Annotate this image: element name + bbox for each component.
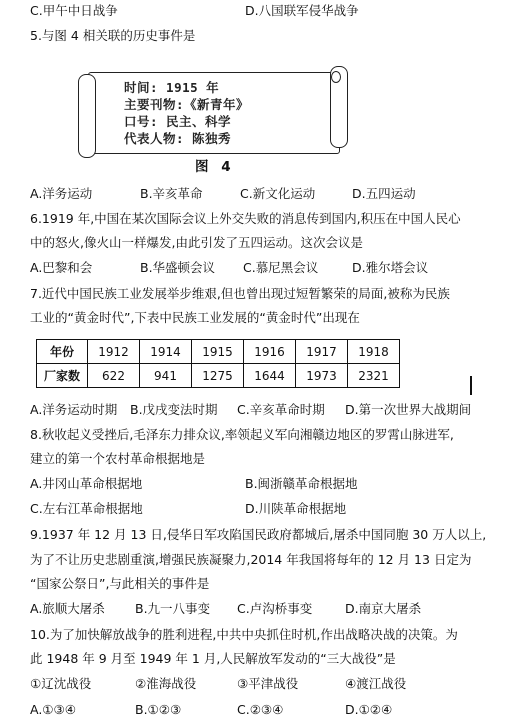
table-cell: 1914 xyxy=(140,340,192,364)
q10-item-3: ③平津战役 xyxy=(237,676,299,691)
question-6-stem-line1: 6.1919 年,中国在某次国际会议上外交失败的消息传到国内,积压在中国人民心 xyxy=(30,211,461,226)
question-7-stem-line1: 7.近代中国民族工业发展举步维艰,但也曾出现过短暂繁荣的局面,被称为民族 xyxy=(30,286,450,301)
q10-item-1: ①辽沈战役 xyxy=(30,676,92,691)
q10-option-c: C.②③④ xyxy=(237,702,284,717)
q7-option-a: A.洋务运动时期 xyxy=(30,402,118,417)
scroll-line-person: 代表人物: 陈独秀 xyxy=(124,131,232,146)
question-8-stem-line2: 建立的第一个农村革命根据地是 xyxy=(30,451,206,466)
table-cell: 2321 xyxy=(348,364,400,388)
q8-option-d: D.川陕革命根据地 xyxy=(245,501,347,516)
q9-option-c: C.卢沟桥事变 xyxy=(237,601,313,616)
question-9-stem-line3: “国家公祭日”,与此相关的事件是 xyxy=(30,576,210,591)
option-c: C.甲午中日战争 xyxy=(30,3,118,18)
table-cell: 1973 xyxy=(296,364,348,388)
scroll-figure xyxy=(78,66,350,158)
question-7-stem-line2: 工业的“黄金时代”,下表中民族工业发展的“黄金时代”出现在 xyxy=(30,310,360,325)
table-cell: 1644 xyxy=(244,364,296,388)
q5-option-d: D.五四运动 xyxy=(352,186,416,201)
table-cell: 1915 xyxy=(192,340,244,364)
q8-option-a: A.井冈山革命根据地 xyxy=(30,476,143,491)
q6-option-d: D.雅尔塔会议 xyxy=(352,260,429,275)
q7-option-b: B.戊戌变法时期 xyxy=(130,402,218,417)
text-cursor xyxy=(470,376,472,395)
question-9-stem-line1: 9.1937 年 12 月 13 日,侵华日军攻陷国民政府都城后,屠杀中国同胞 30 万人以上, xyxy=(30,527,487,542)
question-8-stem-line1: 8.秋收起义受挫后,毛泽东力排众议,率领起义军向湘赣边地区的罗霄山脉进军, xyxy=(30,427,454,442)
q9-option-a: A.旅顺大屠杀 xyxy=(30,601,105,616)
scroll-line-time: 时间: 1915 年 xyxy=(124,80,220,95)
q7-option-d: D.第一次世界大战期间 xyxy=(345,402,472,417)
scroll-text xyxy=(124,79,249,147)
q5-option-b: B.辛亥革命 xyxy=(140,186,203,201)
q10-item-4: ④渡江战役 xyxy=(345,676,407,691)
q7-option-c: C.辛亥革命时期 xyxy=(237,402,325,417)
scroll-line-slogan: 口号: 民主、科学 xyxy=(124,114,232,129)
table-cell: 1912 xyxy=(88,340,140,364)
question-10-stem-line2: 此 1948 年 9 月至 1949 年 1 月,人民解放军发动的“三大战役”是 xyxy=(30,651,396,666)
q10-option-b: B.①②③ xyxy=(135,702,182,717)
question-10-stem-line1: 10.为了加快解放战争的胜利进程,中共中央抓住时机,作出战略决战的决策。为 xyxy=(30,627,458,642)
table-cell: 1916 xyxy=(244,340,296,364)
table-cell: 622 xyxy=(88,364,140,388)
q10-option-a: A.①③④ xyxy=(30,702,76,717)
question-5-stem: 5.与图 4 相关联的历史事件是 xyxy=(30,28,196,43)
table-header-count: 厂家数 xyxy=(37,364,88,388)
scroll-left-roll xyxy=(78,74,96,158)
q9-option-d: D.南京大屠杀 xyxy=(345,601,422,616)
q9-option-b: B.九一八事变 xyxy=(135,601,211,616)
table-cell: 1275 xyxy=(192,364,244,388)
scroll-line-journal: 主要刊物:《新青年》 xyxy=(124,97,250,112)
figure-caption: 图 4 xyxy=(195,159,235,175)
factory-count-table xyxy=(36,339,400,388)
q6-option-a: A.巴黎和会 xyxy=(30,260,93,275)
question-6-stem-line2: 中的怒火,像火山一样爆发,由此引发了五四运动。这次会议是 xyxy=(30,235,363,250)
scroll-right-roll xyxy=(330,66,348,148)
q8-option-b: B.闽浙赣革命根据地 xyxy=(245,476,358,491)
table-row xyxy=(37,340,400,364)
q10-item-2: ②淮海战役 xyxy=(135,676,197,691)
table-cell: 1918 xyxy=(348,340,400,364)
table-cell: 1917 xyxy=(296,340,348,364)
option-d: D.八国联军侵华战争 xyxy=(245,3,359,18)
q6-option-b: B.华盛顿会议 xyxy=(140,260,216,275)
table-header-year: 年份 xyxy=(37,340,88,364)
table-cell: 941 xyxy=(140,364,192,388)
q10-option-d: D.①②④ xyxy=(345,702,393,717)
table-row xyxy=(37,364,400,388)
q5-option-a: A.洋务运动 xyxy=(30,186,93,201)
q8-option-c: C.左右江革命根据地 xyxy=(30,501,143,516)
q6-option-c: C.慕尼黑会议 xyxy=(243,260,319,275)
question-9-stem-line2: 为了不让历史悲剧重演,增强民族凝聚力,2014 年我国将每年的 12 月 13 日定为 xyxy=(30,552,472,567)
q5-option-c: C.新文化运动 xyxy=(240,186,316,201)
